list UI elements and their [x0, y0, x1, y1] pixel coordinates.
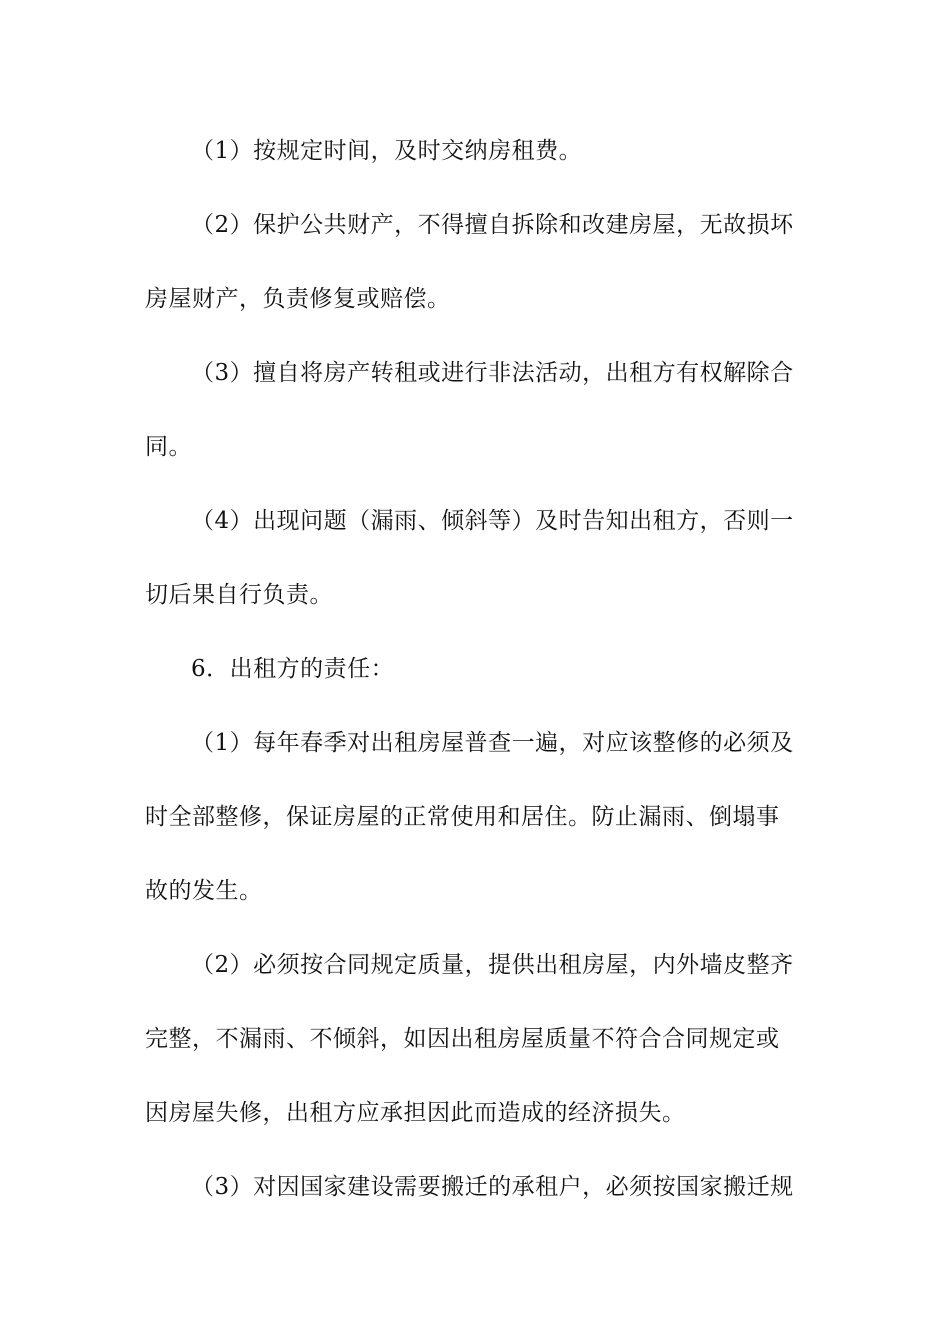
text-line: （2）必须按合同规定质量，提供出租房屋，内外墙皮整齐	[191, 952, 794, 978]
text-line: （3）擅自将房产转租或进行非法活动，出租方有权解除合	[191, 360, 794, 386]
text-line: （2）保护公共财产，不得擅自拆除和改建房屋，无故损坏	[191, 212, 794, 238]
text-line: 完整，不漏雨、不倾斜，如因出租房屋质量不符合合同规定或	[145, 1026, 780, 1052]
text-line: 时全部整修，保证房屋的正常使用和居住。防止漏雨、倒塌事	[145, 804, 780, 830]
text-line: 切后果自行负责。	[145, 582, 333, 608]
section-heading: 6．出租方的责任：	[191, 656, 395, 682]
document-body	[145, 133, 809, 1243]
text-line: 同。	[145, 434, 192, 460]
text-line: 因房屋失修，出租方应承担因此而造成的经济损失。	[145, 1100, 686, 1126]
text-line: （1）按规定时间，及时交纳房租费。	[191, 138, 583, 164]
text-line: 故的发生。	[145, 878, 263, 904]
text-line: （3）对因国家建设需要搬迁的承租户，必须按国家搬迁规	[191, 1174, 794, 1200]
text-line: （1）每年春季对出租房屋普查一遍，对应该整修的必须及	[191, 730, 794, 756]
text-line: （4）出现问题（漏雨、倾斜等）及时告知出租方，否则一	[191, 508, 794, 534]
text-line: 房屋财产，负责修复或赔偿。	[145, 286, 451, 312]
